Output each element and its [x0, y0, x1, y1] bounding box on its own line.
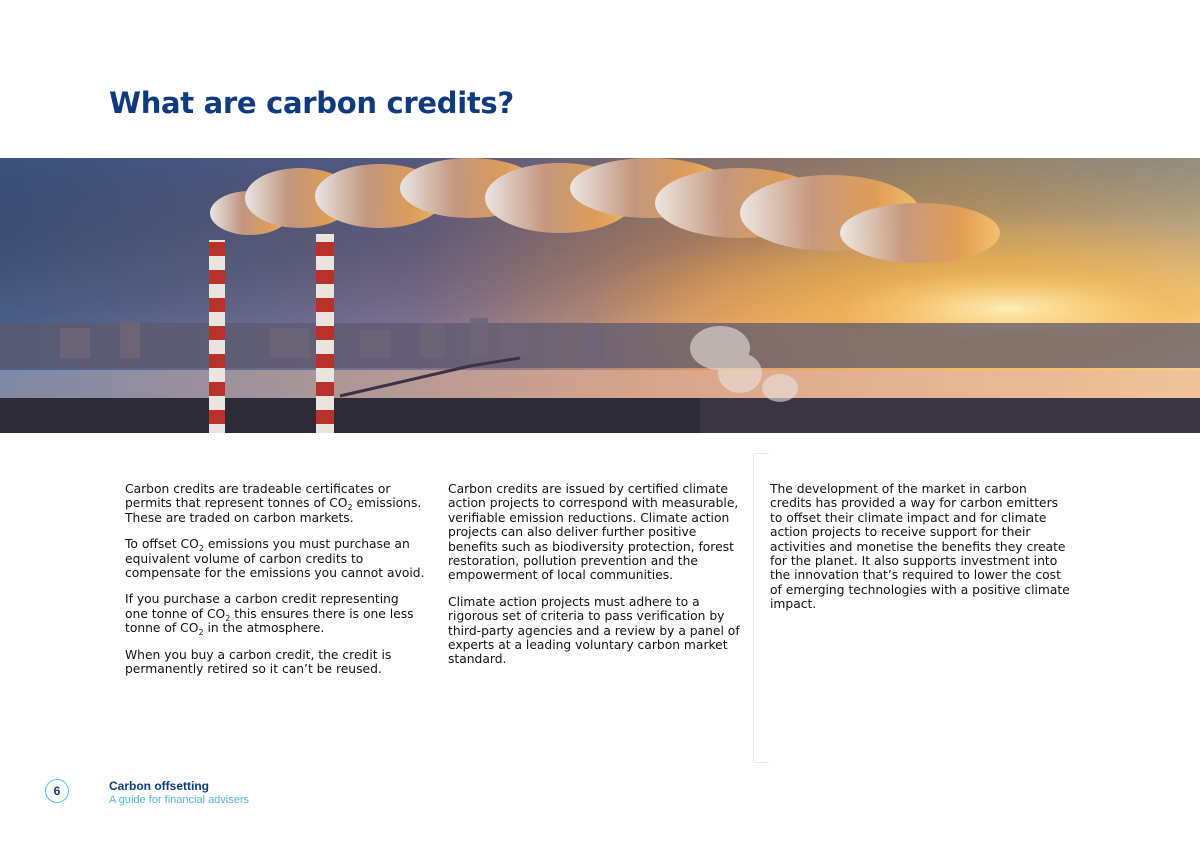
text-column-2 [448, 482, 748, 679]
text-column-1 [125, 482, 425, 688]
paragraph-market-development: The development of the market in carbon credits has provided a way for carbon emitters to offset their climate impact and for climate action projects to receive support for their activities and monetise the benefits they create for the planet. It also supports investment into the innovation that’s required to lower the cost of emerging technologies with a positive climate impact. [770, 482, 1070, 612]
page-number-badge: 6 [45, 779, 69, 803]
hero-image-smokestacks [0, 158, 1200, 433]
paragraph-credit-retired: When you buy a carbon credit, the credit is permanently retired so it can’t be reused. [125, 647, 392, 677]
paragraph-how-to-offset: To offset $CO_2$ emissions you must purchase an equivalent volume of carbon credits to compensate for the emissions you cannot avoid. [125, 537, 425, 581]
paragraph-credit-issuance: Carbon credits are issued by certified climate action projects to correspond with measurable, verifiable emission reductions. Climate action projects can also deliver further positive benefits such as biodiversity protection, forest restoration, pollution prevention and the empowerment of local communities. [448, 482, 739, 583]
page-title: What are carbon credits? [109, 86, 514, 120]
footer-document-title: Carbon offsetting [109, 779, 209, 793]
paragraph-one-tonne-less: If you purchase a carbon credit representing one tonne of $CO_2$ this ensures there is one less tonne of $CO_2$ in the atmosphere. [125, 592, 414, 638]
text-column-3 [770, 482, 1070, 624]
column-divider [753, 453, 769, 763]
footer-document-subtitle: A guide for financial advisers [109, 794, 250, 806]
paragraph-what-carbon-credits-are: Carbon credits are tradeable certificates or permits that represent tonnes of $CO_2$ emissions. These are traded on carbon markets. [125, 482, 422, 525]
paragraph-verification-criteria: Climate action projects must adhere to a rigorous set of criteria to pass verification by third-party agencies and a review by a panel of experts at a leading voluntary carbon market standard. [448, 594, 740, 667]
